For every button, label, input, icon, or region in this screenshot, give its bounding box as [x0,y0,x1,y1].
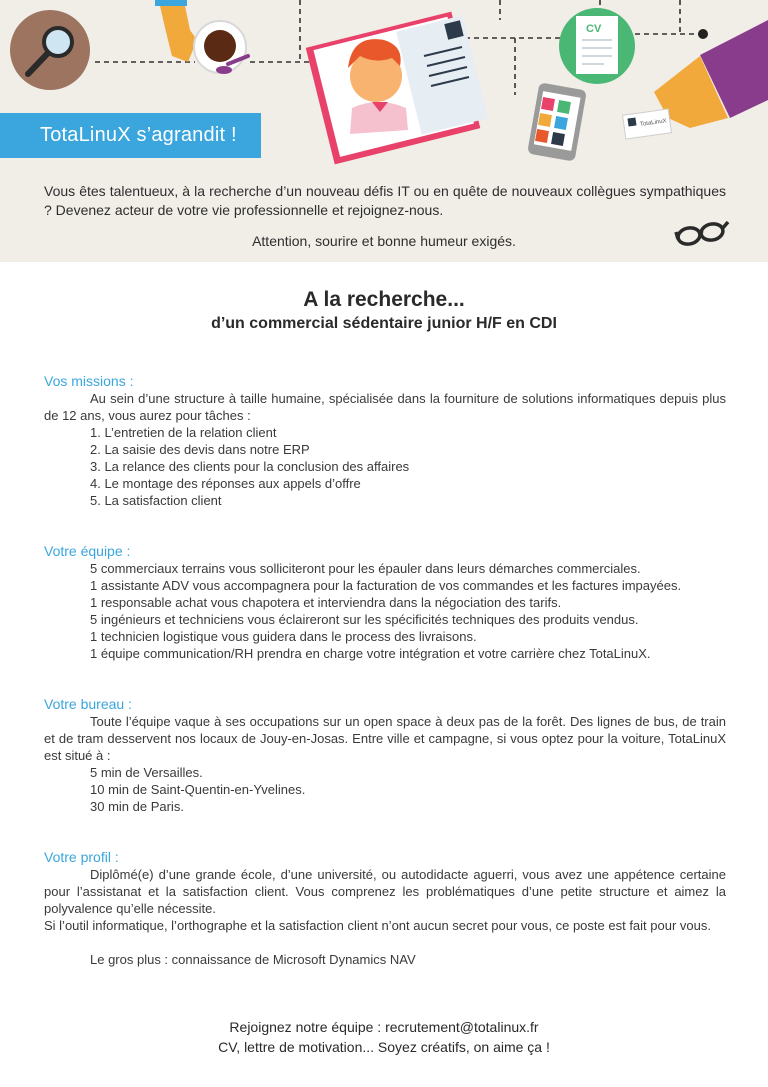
team-section [44,542,726,662]
profile-paragraph-2: Si l’outil informatique, l’orthographe et la satisfaction client n’ont aucun secret pour vous, ce poste est fait pour vous. [44,918,711,933]
office-section [44,695,726,815]
page-title: A la recherche... [303,288,465,311]
list-item: 4. Le montage des réponses aux appels d’offre [90,476,361,491]
cv-label: CV [586,23,602,35]
list-item: 30 min de Paris. [90,799,184,814]
office-list [44,764,726,815]
profile-heading: Votre profil : [44,849,119,865]
header-band [0,0,768,262]
list-item: 1 responsable achat vous chapotera et interviendra dans la négociation des tarifs. [90,595,562,610]
team-heading: Votre équipe : [44,543,131,559]
list-item: 5 commerciaux terrains vous solliciteront pour les épauler dans leurs démarches commerciales. [90,561,641,576]
footer [0,1017,768,1057]
page-subtitle: d’un commercial sédentaire junior H/F en CDI [211,315,557,332]
footer-tagline: CV, lettre de motivation... Soyez créatifs, on aime ça ! [218,1039,550,1055]
office-intro: Toute l’équipe vaque à ses occupations sur un open space à deux pas de la forêt. Des lignes de bus, de train et de tram desservent nos locaux de Jouy-en-Josas. Entre ville et campagne, si vous optez pour la voiture, TotaLinuX est situé à : [44,714,726,763]
intro-text: Vous êtes talentueux, à la recherche d’un nouveau défis IT ou en quête de nouveaux collègues sympathiques ? Devenez acteur de votre vie professionnelle et rejoignez-nous. [44,183,726,218]
list-item: 1 assistante ADV vous accompagnera pour la facturation de vos commandes et les factures impayées. [90,578,682,593]
list-item: 5. La satisfaction client [90,493,222,508]
glasses-icon [674,212,730,252]
missions-list [44,424,726,509]
profile-bonus: Le gros plus : connaissance de Microsoft Dynamics NAV [90,952,416,967]
list-item: 10 min de Saint-Quentin-en-Yvelines. [90,782,306,797]
profile-paragraph-1: Diplômé(e) d’une grande école, d’une université, ou autodidacte aguerri, vous avez une appétence certaine pour l’assistanat et la satisfaction client. Vous comprenez les problématiques d’une petite structure et aimez la polyvalence qu’elle nécessite. [44,867,726,916]
list-item: 2. La saisie des devis dans notre ERP [90,442,310,457]
cv-document-icon [559,8,635,84]
list-item: 1. L’entretien de la relation client [90,425,277,440]
smartphone-icon [527,82,587,161]
profile-section [44,848,726,968]
connector-dot-icon [698,29,708,39]
magnifier-icon [10,10,90,90]
resume-folder-icon [306,12,488,165]
missions-section [44,372,726,509]
warning-text: Attention, sourire et bonne humeur exigés. [252,233,516,249]
business-card-hand-icon [623,20,768,139]
list-item: 1 technicien logistique vous guidera dans le process des livraisons. [90,629,477,644]
list-item: 1 équipe communication/RH prendra en charge votre intégration et votre carrière chez TotaLinuX. [90,646,651,661]
coffee-cup-icon [155,0,248,74]
office-heading: Votre bureau : [44,696,132,712]
missions-intro: Au sein d’une structure à taille humaine, spécialisée dans la fourniture de solutions informatiques depuis plus de 12 ans, vous aurez pour tâches : [44,391,726,423]
banner-title: TotaLinuX s’agrandit ! [0,113,261,158]
list-item: 5 ingénieurs et techniciens vous éclaireront sur les spécificités techniques des produits vendus. [90,612,639,627]
list-item: 5 min de Versailles. [90,765,203,780]
footer-contact: Rejoignez notre équipe : recrutement@totalinux.fr [229,1019,539,1035]
list-item: 3. La relance des clients pour la conclusion des affaires [90,459,410,474]
team-list [44,560,726,662]
missions-heading: Vos missions : [44,373,134,389]
card-label: TotaLinuX [639,118,667,128]
